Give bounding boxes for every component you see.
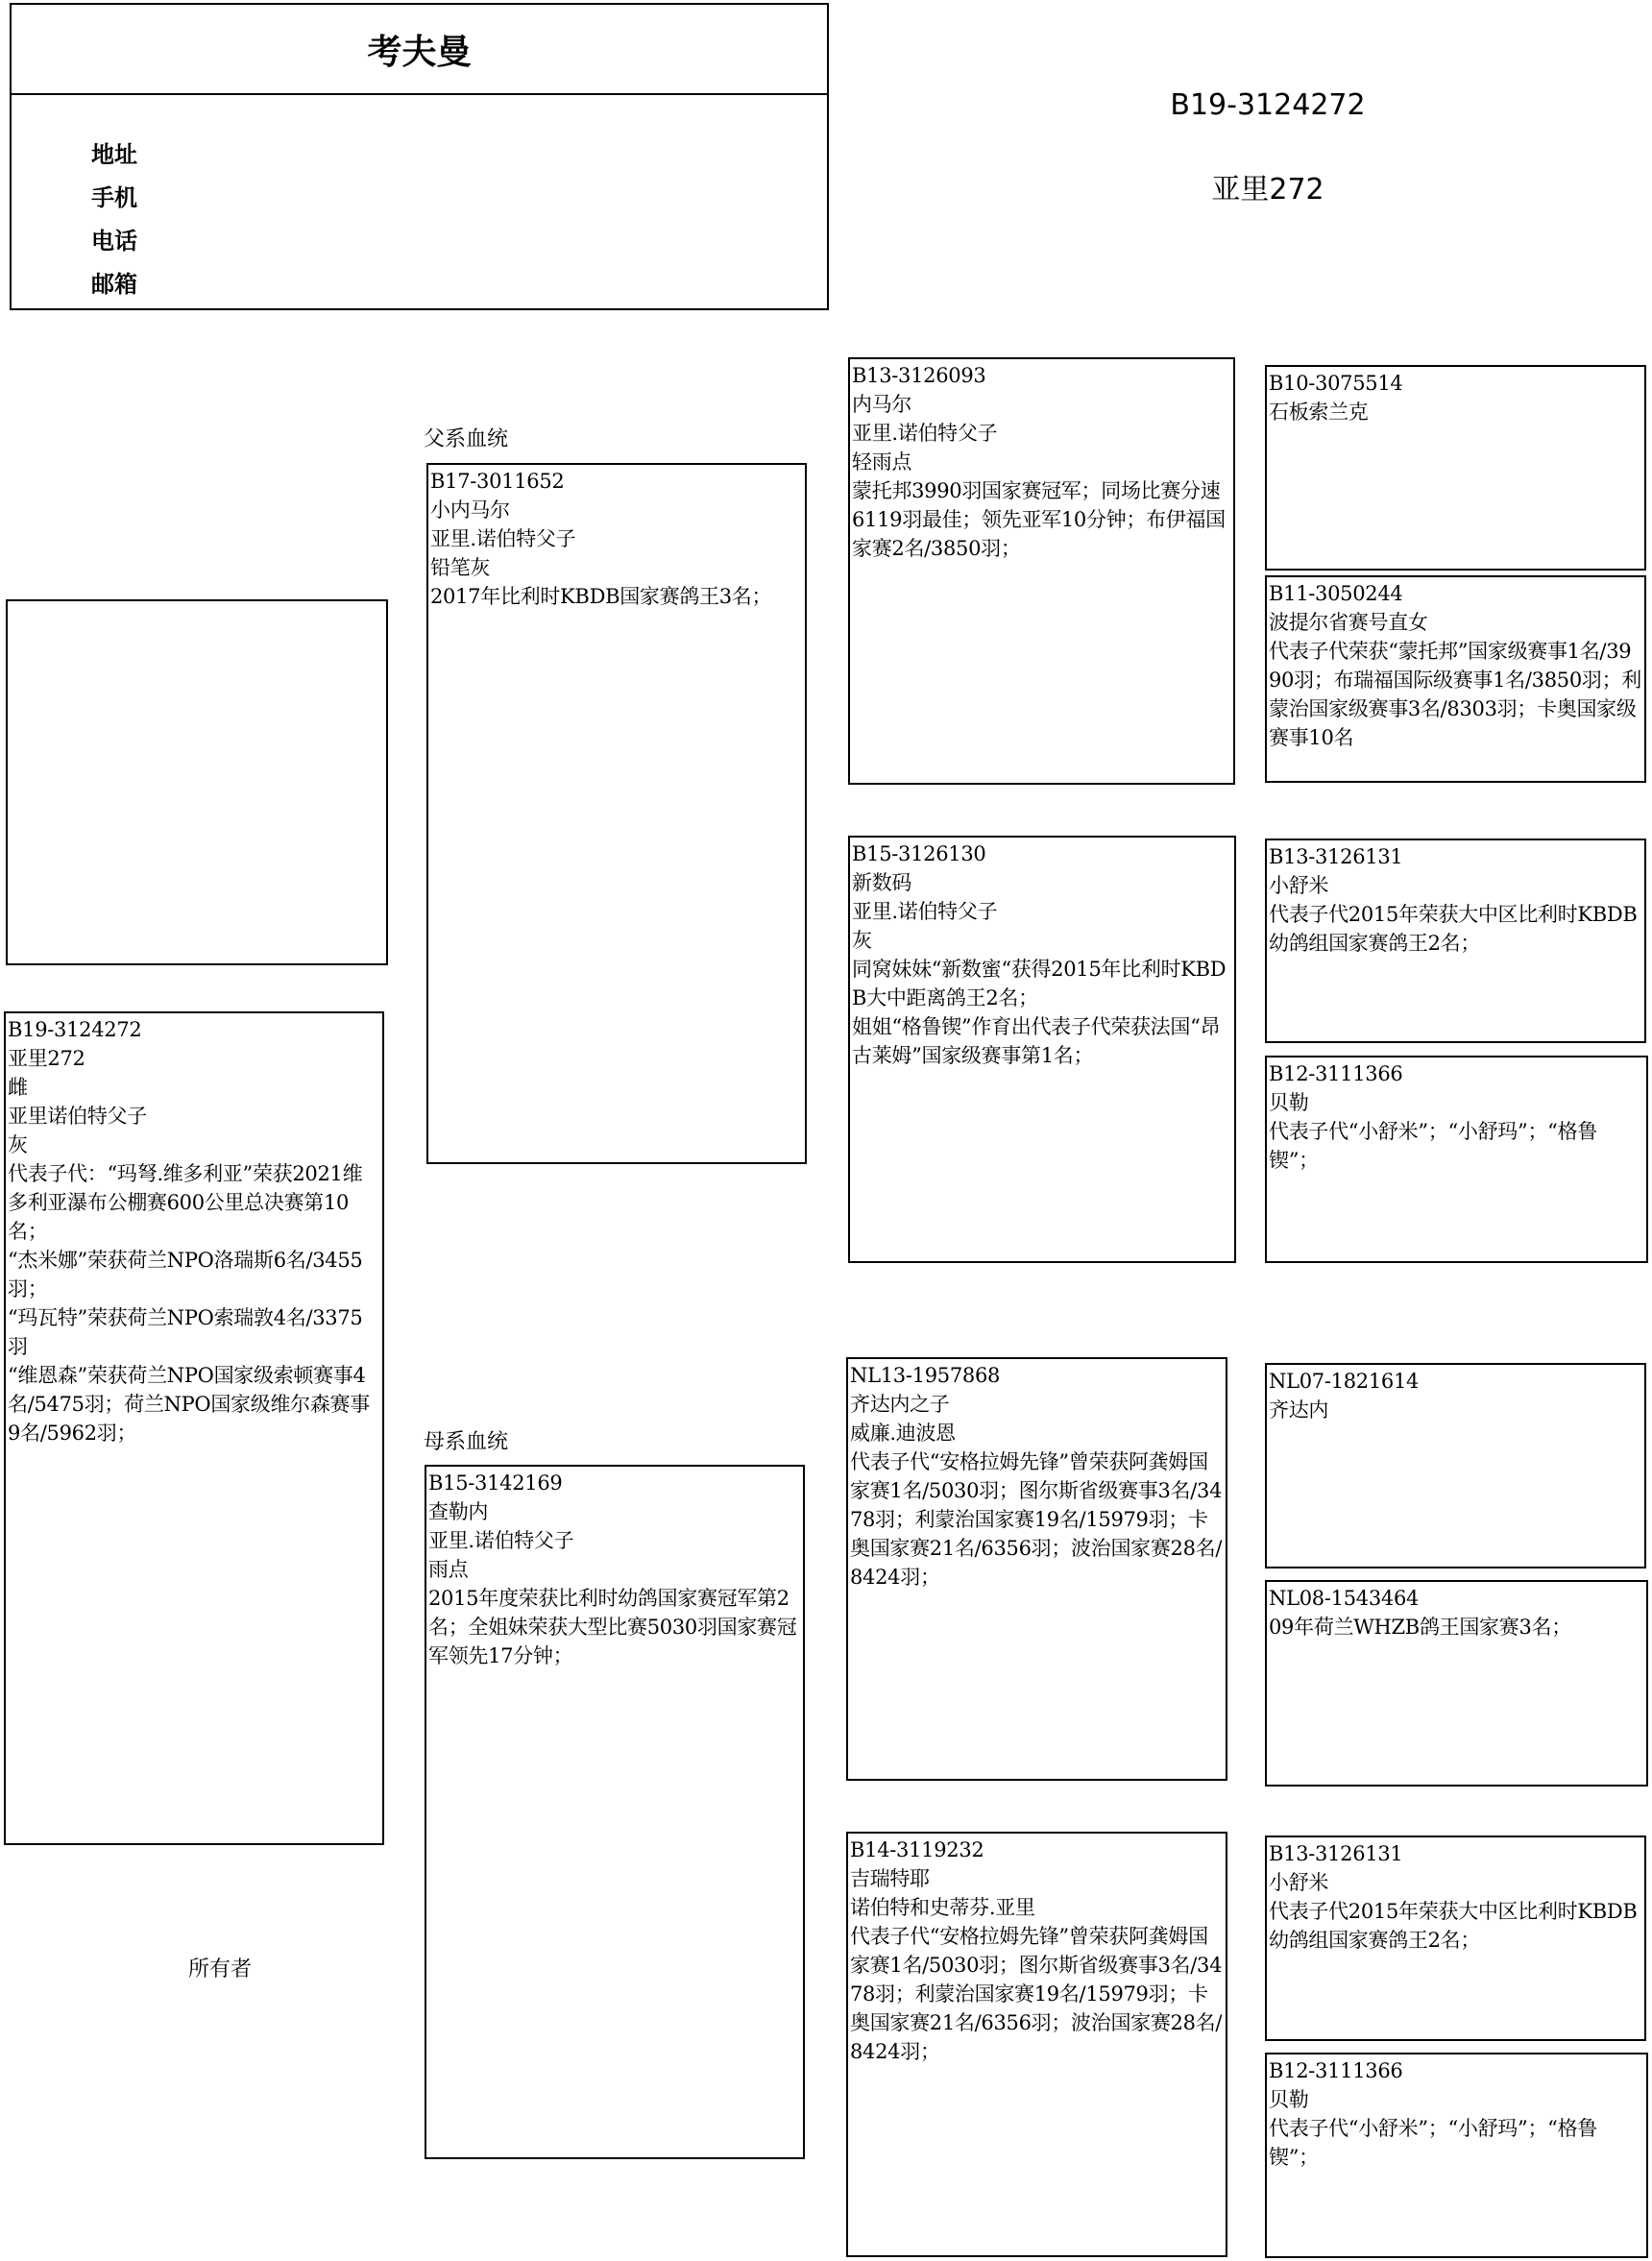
dam-name: 查勒内 (428, 1500, 489, 1523)
dam-sire-card (846, 1357, 1227, 1781)
pigeon-breeder: 亚里诺伯特父子 (8, 1105, 147, 1128)
ggp-5-name: 齐达内 (1269, 1398, 1329, 1422)
ggp-4-ring: B12-3111366 (1269, 1062, 1403, 1085)
ggp-4-notes: 代表子代“小舒米”；“小舒玛”；“格鲁锲”； (1269, 1120, 1597, 1172)
sire-ring: B17-3011652 (430, 470, 565, 493)
dam-breeder: 亚里.诺伯特父子 (428, 1529, 574, 1552)
ggp-2-ring: B11-3050244 (1269, 582, 1403, 605)
sire-breeder: 亚里.诺伯特父子 (430, 527, 576, 550)
ggp-3-notes: 代表子代2015年荣获大中区比利时KBDB幼鸽组国家赛鸽王2名； (1269, 903, 1638, 955)
dam-color: 雨点 (428, 1558, 469, 1581)
ggp-3-name: 小舒米 (1269, 874, 1329, 897)
ggp-8-ring: B12-3111366 (1269, 2059, 1403, 2082)
pigeon-notes: 代表子代：“玛弩.维多利亚”荣获2021维多利亚瀑布公棚赛600公里总决赛第10名； “杰米娜”荣获荷兰NPO洛瑞斯6名/3455羽； “玛瓦特”荣获荷兰NPO索瑞敦4名/3375羽 “维恩森”荣获荷兰NPO国家级索顿赛事4名/5475羽；荷兰NPO国家级维尔森赛事9名/5962羽； (8, 1162, 370, 1445)
sire-dam-breeder: 亚里.诺伯特父子 (852, 900, 998, 923)
ggp-3-ring: B13-3126131 (1269, 845, 1403, 868)
dam-sire-name: 齐达内之子 (850, 1393, 950, 1416)
dam-section-label: 母系血统 (424, 1430, 509, 1454)
ggp-7-name: 小舒米 (1269, 1871, 1329, 1894)
ggp-card-6 (1265, 1580, 1648, 1787)
sire-notes: 2017年比利时KBDB国家赛鸽王3名； (430, 585, 772, 608)
sire-sire-color: 轻雨点 (852, 450, 912, 474)
dam-dam-breeder: 诺伯特和史蒂芬.亚里 (850, 1896, 1035, 1919)
mobile-label: 手机 (91, 184, 137, 211)
sire-dam-name: 新数码 (852, 871, 912, 894)
sire-dam-ring: B15-3126130 (852, 842, 986, 865)
dam-dam-notes: 代表子代“安格拉姆先锋”曾荣获阿龚姆国家赛1名/5030羽；图尔斯省级赛事3名/3478羽；利蒙治国家赛19名/15979羽；卡奥国家赛21名/6356羽；波治国家赛28名/8424羽； (850, 1925, 1223, 2063)
ggp-1-name: 石板索兰克 (1269, 401, 1369, 424)
dam-sire-breeder: 威廉.迪波恩 (850, 1422, 956, 1445)
owner-header (10, 3, 829, 310)
pigeon-ring: B19-3124272 (8, 1018, 142, 1041)
ggp-card-1 (1265, 365, 1646, 571)
ggp-1-ring: B10-3075514 (1269, 372, 1403, 395)
phone-label: 电话 (91, 228, 137, 255)
dam-ring: B15-3142169 (428, 1471, 563, 1495)
sire-dam-card (848, 836, 1236, 1263)
dam-notes: 2015年度荣获比利时幼鸽国家赛冠军第2名；全姐妹荣获大型比赛5030羽国家赛冠军领先17分钟； (428, 1587, 797, 1667)
sire-color: 铅笔灰 (430, 556, 491, 579)
ggp-7-ring: B13-3126131 (1269, 1842, 1403, 1865)
ggp-6-ring: NL08-1543464 (1269, 1587, 1420, 1610)
pigeon-color: 灰 (8, 1133, 28, 1156)
sire-dam-notes: 同窝妹妹“新数蜜“获得2015年比利时KBDB大中距离鸽王2名； 姐姐“格鲁锲”作育出代表子代荣获法国“昂古莱姆”国家级赛事第1名； (852, 958, 1227, 1067)
ggp-card-4 (1265, 1056, 1648, 1263)
email-label: 邮箱 (91, 271, 137, 298)
pigeon-sex: 雌 (8, 1076, 28, 1099)
owner-label: 所有者 (188, 1957, 253, 1981)
ggp-card-7 (1265, 1836, 1646, 2041)
ggp-5-ring: NL07-1821614 (1269, 1370, 1420, 1393)
ggp-2-notes: 代表子代荣获“蒙托邦”国家级赛事1名/3990羽；布瑞福国际级赛事1名/3850羽；利蒙治国家级赛事3名/8303羽；卡奥国家级赛事10名 (1269, 640, 1642, 749)
ggp-6-notes: 09年荷兰WHZB鸽王国家赛3名； (1269, 1616, 1571, 1639)
dam-dam-ring: B14-3119232 (850, 1838, 984, 1861)
ggp-card-8 (1265, 2053, 1648, 2258)
ggp-2-name: 波提尔省赛号直女 (1269, 611, 1428, 634)
contact-list (12, 95, 827, 306)
sire-sire-breeder: 亚里.诺伯特父子 (852, 422, 998, 445)
sire-dam-color: 灰 (852, 929, 872, 952)
ggp-4-name: 贝勒 (1269, 1091, 1309, 1114)
dam-sire-ring: NL13-1957868 (850, 1364, 1001, 1387)
ggp-card-5 (1265, 1363, 1646, 1568)
owner-name: 考夫曼 (12, 5, 827, 95)
sire-sire-card (848, 357, 1235, 785)
sire-name: 小内马尔 (430, 498, 510, 522)
ggp-8-name: 贝勒 (1269, 2088, 1309, 2111)
dam-sire-notes: 代表子代“安格拉姆先锋”曾荣获阿龚姆国家赛1名/5030羽；图尔斯省级赛事3名/3478羽；利蒙治国家赛19名/15979羽；卡奥国家赛21名/6356羽；波治国家赛28名/8424羽； (850, 1450, 1223, 1589)
sire-sire-name: 内马尔 (852, 393, 912, 416)
ggp-7-notes: 代表子代2015年荣获大中区比利时KBDB幼鸽组国家赛鸽王2名； (1269, 1900, 1638, 1952)
dam-dam-name: 吉瑞特耶 (850, 1867, 930, 1890)
ggp-card-3 (1265, 839, 1646, 1043)
pigeon-card (4, 1011, 384, 1845)
ggp-card-2 (1265, 575, 1646, 783)
sire-card (426, 463, 807, 1164)
address-label: 地址 (91, 141, 137, 168)
dam-card (425, 1465, 805, 2159)
sire-sire-ring: B13-3126093 (852, 364, 986, 387)
sire-section-label: 父系血统 (424, 427, 509, 451)
subject-ring-number: B19-3124272 (1170, 88, 1366, 122)
dam-dam-card (846, 1832, 1227, 2257)
ggp-8-notes: 代表子代“小舒米”；“小舒玛”；“格鲁锲”； (1269, 2117, 1597, 2169)
pigeon-photo (6, 599, 388, 965)
sire-sire-notes: 蒙托邦3990羽国家赛冠军；同场比赛分速6119羽最佳；领先亚军10分钟；布伊福国家赛2名/3850羽； (852, 479, 1226, 560)
pigeon-name: 亚里272 (8, 1047, 85, 1070)
subject-name: 亚里272 (1211, 173, 1324, 207)
